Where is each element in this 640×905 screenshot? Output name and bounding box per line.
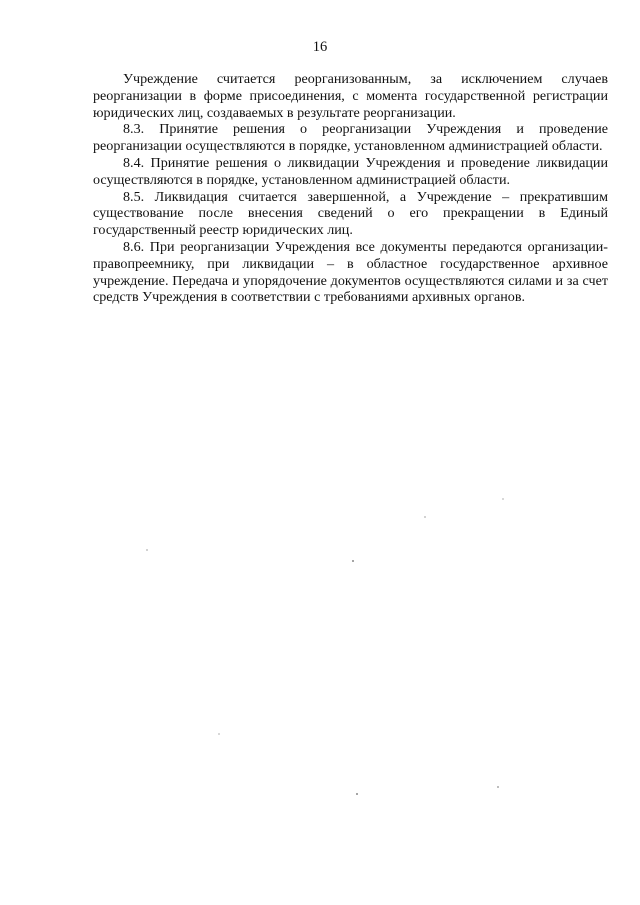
scan-speck: [352, 560, 354, 562]
scan-speck: [356, 793, 358, 795]
paragraph-8-3: 8.3. Принятие решения о реорганизации Учреждения и проведение реорганизации осуществляются в порядке, установленном администрацией области.: [93, 121, 608, 155]
scan-speck: [497, 786, 499, 788]
paragraph-reorganization-moment: Учреждение считается реорганизованным, за исключением случаев реорганизации в форме присоединения, с момента государственной регистрации юридических лиц, создаваемых в результате реорганизации.: [93, 71, 608, 121]
page-number: 16: [312, 39, 328, 55]
scan-speck: [218, 733, 220, 735]
paragraph-8-4: 8.4. Принятие решения о ликвидации Учреждения и проведение ликвидации осуществляются в порядке, установленном администрацией области.: [93, 154, 608, 188]
scan-speck: [424, 516, 426, 518]
document-body: [93, 71, 608, 306]
paragraph-8-6: 8.6. При реорганизации Учреждения все документы передаются организации-правопреемнику, при ликвидации – в областное государственное архивное учреждение. Передача и упорядочение документов осуществляются силами и за счет средств Учреждения в соответствии с требованиями архивных органов.: [93, 238, 608, 306]
scan-speck: [502, 498, 504, 500]
scan-speck: [146, 549, 148, 551]
paragraph-8-5: 8.5. Ликвидация считается завершенной, а Учреждение – прекратившим существование после внесения сведений о его прекращении в Единый государственный реестр юридических лиц.: [93, 188, 608, 239]
